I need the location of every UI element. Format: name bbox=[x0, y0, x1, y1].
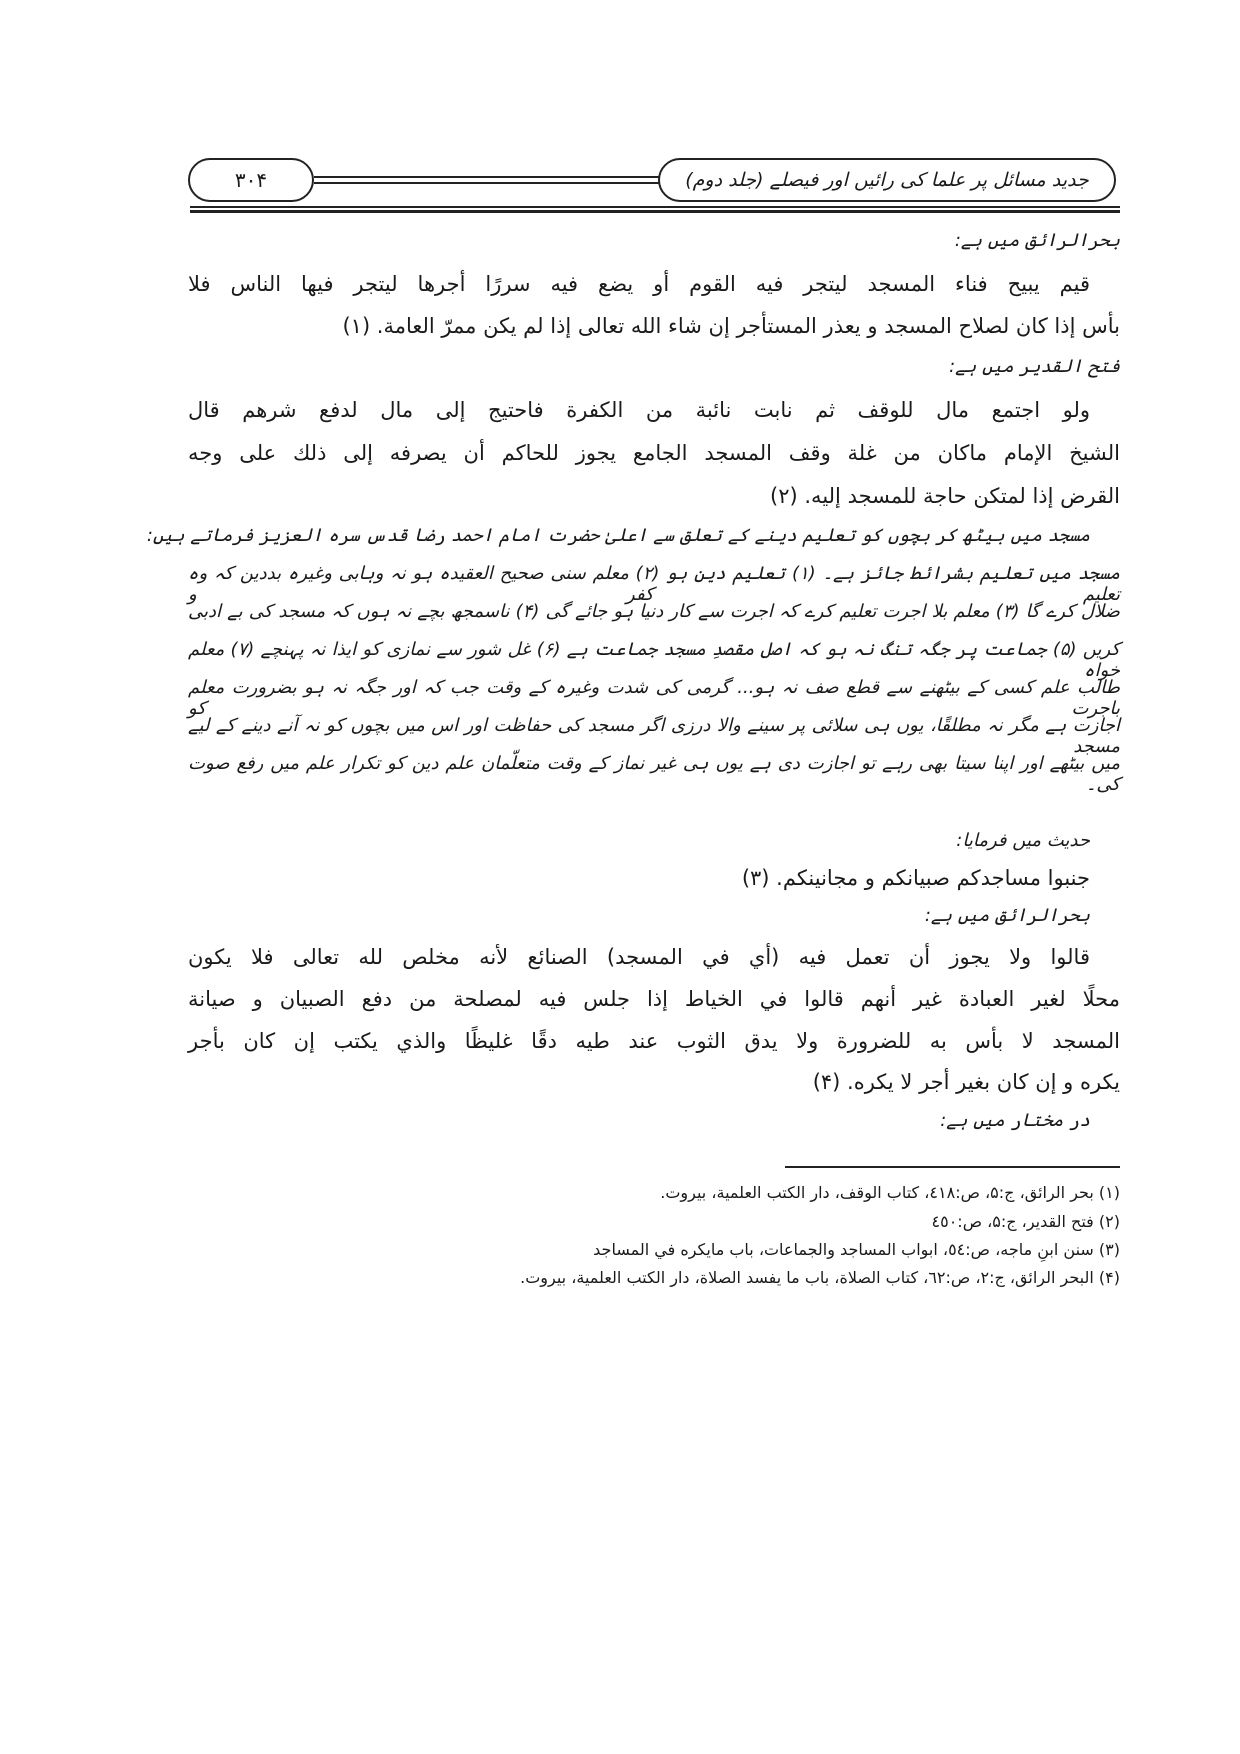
footnote-rule bbox=[785, 1166, 1120, 1168]
page-number: ۳۰۴ bbox=[188, 158, 314, 202]
arabic-quote-line: قالوا ولا يجوز أن تعمل فيه (أي في المسجد) الصنائع لأنه مخلص لله تعالى فلا يكون bbox=[188, 945, 1090, 969]
section-label: بحرالرائق میں ہے: bbox=[954, 230, 1120, 251]
urdu-paragraph-line: ضلال کرے گا (۳) معلم بلا اجرت تعلیم کرے کہ اجرت سے کار دنیا ہو جائے گی (۴) ناسمجھ بچے نہ ہوں کہ مسجد کی بے ادبی bbox=[188, 601, 1120, 622]
footnote: (۱) بحر الرائق، ج:۵، ص:٤١٨، كتاب الوقف، دار الكتب العلمية، بيروت. bbox=[660, 1183, 1120, 1202]
urdu-paragraph-line: مسجد میں تعلیم بشرائط جائز ہے۔ (۱) تعلیم دین ہو (۲) معلم سنی صحیح العقیدہ ہو نہ وہابی وغیرہ بددین کہ وہ تعلیم کفر و bbox=[188, 563, 1121, 605]
arabic-quote-line: المسجد لا بأس به للضرورة ولا يدق الثوب عند طيه دقًا غليظًا والذي يكتب إن كان بأجر bbox=[188, 1029, 1120, 1053]
section-label: فتح القدیر میں ہے: bbox=[949, 356, 1120, 377]
header-rule bbox=[190, 206, 1120, 213]
arabic-quote-line: بأس إذا كان لصلاح المسجد و يعذر المستأجر إن شاء الله تعالى إذا لم يكن ممرّ العامة. (۱) bbox=[342, 314, 1120, 338]
book-title: جدید مسائل پر علما کی رائیں اور فیصلے (جلد دوم) bbox=[658, 158, 1116, 202]
section-label: در مختار میں ہے: bbox=[940, 1110, 1090, 1131]
arabic-quote-line: قيم يبيح فناء المسجد ليتجر فيه القوم أو يضع فيه سررًا أجرها ليتجر فيها الناس فلا bbox=[188, 272, 1090, 296]
section-label: حدیث میں فرمایا: bbox=[956, 830, 1090, 851]
footnote: (۴) البحر الرائق، ج:۲، ص:٦٢، كتاب الصلاة، باب ما يفسد الصلاة، دار الكتب العلمية، بيروت. bbox=[520, 1268, 1120, 1287]
urdu-paragraph-line: اجازت ہے مگر نہ مطلقًا، یوں ہی سلائی پر سینے والا درزی اگر مسجد کی حفاظت اور اس میں بچوں کو نہ آنے دینے کے لیے مسجد bbox=[188, 715, 1120, 757]
section-heading: مسجد میں بیٹھ کر بچوں کو تعلیم دینے کے تعلق سے اعلیٰ حضرت امام احمد رضا قدس سرہ العزیز فرماتے ہیں: bbox=[146, 525, 1090, 546]
footnote: (۳) سنن ابنِ ماجه، ص:٥٤، ابواب المساجد والجماعات، باب مايكره في المساجد bbox=[593, 1240, 1120, 1259]
header-divider bbox=[314, 176, 660, 184]
hadith-line: جنبوا مساجدكم صبيانكم و مجانينكم. (۳) bbox=[741, 866, 1090, 890]
arabic-quote-line: محلًا لغير العبادة غير أنهم قالوا في الخياط إذا جلس فيه لمصلحة من دفع الصبيان و صيانة bbox=[188, 987, 1120, 1011]
urdu-paragraph-line: میں بیٹھے اور اپنا سیتا بھی رہے تو اجازت دی ہے یوں ہی غیر نماز کے وقت متعلّمان علم دین کو تکرار علم میں رفع صوت کی۔ bbox=[188, 753, 1120, 795]
urdu-paragraph-line: کریں (۵) جماعت پر جگہ تنگ نہ ہو کہ اصل مقصدِ مسجد جماعت ہے (۶) غل شور سے نمازی کو ایذا نہ پہنچے (۷) معلم خواہ bbox=[188, 639, 1120, 681]
arabic-quote-line: القرض إذا لمتكن حاجة للمسجد إليه. (۲) bbox=[770, 484, 1120, 508]
section-label: بحرالرائق میں ہے: bbox=[924, 905, 1090, 926]
arabic-quote-line: الشيخ الإمام ماكان من غلة وقف المسجد الجامع يجوز للحاكم أن يصرفه إلى ذلك على وجه bbox=[188, 441, 1120, 465]
urdu-paragraph-line: طالب علم کسی کے بیٹھنے سے قطع صف نہ ہو... گرمی کی شدت وغیرہ کے وقت جب کہ اور جگہ نہ ہو بضرورت معلم باجرت کو bbox=[188, 677, 1120, 719]
arabic-quote-line: يكره و إن كان بغير أجر لا يكره. (۴) bbox=[812, 1070, 1120, 1094]
arabic-quote-line: ولو اجتمع مال للوقف ثم نابت نائبة من الكفرة فاحتيج إلى مال لدفع شرهم قال bbox=[188, 398, 1090, 422]
footnote: (۲) فتح القدير، ج:۵، ص:٤٥٠ bbox=[931, 1212, 1120, 1231]
